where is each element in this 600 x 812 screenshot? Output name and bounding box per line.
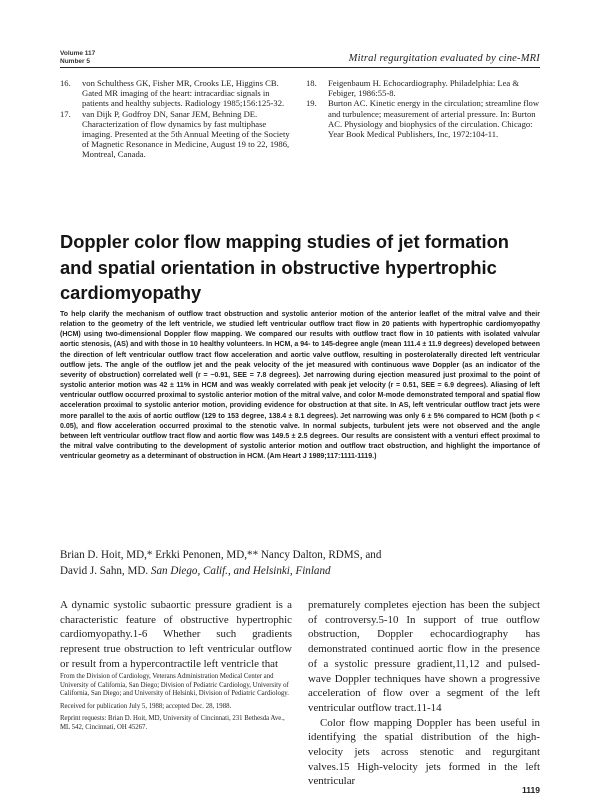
- reference-text: Burton AC. Kinetic energy in the circulation; streamline flow and turbulence; measurement of arterial pressure. In: Burton AC. Physiology and biophysics of the circulation. Chicago: Year Book Medical Publishers, Inc, 1972:104-11.: [328, 98, 540, 140]
- reference-number: 18.: [306, 78, 317, 88]
- article-title: Doppler color flow mapping studies of jet formation and spatial orientation in obstructive hypertrophic cardiomyopathy: [60, 231, 509, 303]
- body-paragraph: Color flow mapping Doppler has been useful in identifying the spatial distribution of the high-velocity jets across stenotic and regurgitant valves.15 High-velocity jets formed in the left ventricular: [308, 716, 540, 788]
- authors-line-2: David J. Sahn, MD.: [60, 564, 149, 577]
- author-block: [60, 548, 540, 579]
- author-location: San Diego, Calif., and Helsinki, Finland: [150, 564, 331, 577]
- abstract: To help clarify the mechanism of outflow tract obstruction and systolic anterior motion of the anterior leaflet of the mitral valve and their relation to the geometry of the left ventricle, we studied left ventricular outflow tract flow in 20 patients with hypertrophic cardiomyopathy (HCM) using two-dimensional Doppler flow mapping. We compared our results with outflow tract flow in 10 patients with isolated valvular aortic stenosis, (AS) and with those in 10 healthy volunteers. In HCM, a 94- to 145-degree angle (mean 111.4 ± 11.9 degrees) developed between the direction of left ventricular outflow tract flow acceleration and aortic valve outflow, resulting in posterolaterally directed left ventricular outflow jets. The angle of the outflow jet and the peak velocity of the jet measured with continuous wave Doppler (as an indicator of the severity of obstruction) correlated well (r = −0.91, SEE = 7.8 degrees). Jet narrowing during ejection measured just proximal to the point of systolic anterior motion was 42 ± 11% in HCM and was weakly correlated with peak jet velocity (r = 0.51, SEE = 6.9 degrees). Aliasing of left ventricular outflow occurred proximal to systolic anterior motion of the mitral valve, and color M-mode demonstrated temporal and spatial flow acceleration proximal to systolic anterior motion, providing evidence for obstruction at that site. In AS, left ventricular outflow tract jets were more parallel to the axis of aortic outflow (129 to 153 degree, 138.4 ± 8.1 degrees). Jet narrowing was only 6 ± 5% compared to HCM (both p < 0.05), and flow acceleration occurred proximal to the stenotic valve. In normal subjects, turbulent jets were not observed and the angle between left ventricular outflow tract flow and aortic flow was 149.5 ± 2.5 degrees. Our results are consistent with a venturi effect proximal to the mitral valve contributing to the development of systolic anterior motion and outflow tract obstruction, and highlight the importance of ventricular geometry as a determinant of obstruction in HCM. (Am Heart J 1989;117:1111-1119.): [60, 311, 540, 461]
- footnote-received: Received for publication July 5, 1988; accepted Dec. 28, 1988.: [60, 702, 232, 710]
- references-right: [306, 78, 540, 139]
- references-left: [60, 78, 292, 160]
- body-column-right: [308, 598, 540, 789]
- page-number: 1119: [522, 785, 540, 795]
- authors-line-1: Brian D. Hoit, MD,* Erkki Penonen, MD,** Nancy Dalton, RDMS, and: [60, 549, 382, 561]
- reference-item: [60, 78, 292, 109]
- issue-number: Number 5: [60, 58, 90, 65]
- volume-label: Volume 117: [60, 50, 96, 57]
- volume-info: [60, 50, 95, 66]
- footnote-reprints: Reprint requests: Brian D. Hoit, MD, University of Cincinnati, 231 Bethesda Ave., ML 542, Cincinnati, OH 45267.: [60, 715, 285, 731]
- body-column-left: [60, 598, 292, 672]
- header-rule: [60, 67, 540, 68]
- reference-number: 19.: [306, 98, 317, 109]
- body-paragraph: prematurely completes ejection has been the subject of controversy.5-10 In support of true outflow obstruction, Doppler echocardiography has demonstrated continued aortic flow in the presence of a systolic pressure gradient,11,12 and pulsed-wave Doppler techniques have shown a progressive acceleration of flow over a segment of the left ventricular outflow tract.11-14: [308, 599, 540, 714]
- reference-number: 16.: [60, 78, 71, 88]
- reference-item: [60, 109, 292, 160]
- reference-item: [306, 98, 540, 139]
- reference-text: Feigenbaum H. Echocardiography. Philadelphia: Lea & Febiger, 1986:55-8.: [328, 78, 520, 99]
- reference-item: [306, 78, 540, 98]
- running-title: Mitral regurgitation evaluated by cine-MRI: [348, 53, 540, 64]
- body-paragraph: A dynamic systolic subaortic pressure gradient is a characteristic feature of obstructive hypertrophic cardiomyopathy.1-6 Whether such gradients represent true obstruction to left ventricular outflow or result from a hypercontractile left ventricle that: [60, 599, 292, 670]
- reference-text: van Dijk P, Godfroy DN, Sanar JEM, Behning DE. Characterization of flow dynamics by fast multiphase imaging. Presented at the 5th Annual Meeting of the Society of Magnetic Resonance in Medicine, August 19 to 22, 1986, Montreal, Canada.: [82, 108, 290, 160]
- footnotes: [60, 673, 292, 733]
- footnote-affiliation: From the Division of Cardiology, Veterans Administration Medical Center and University of California, San Diego; Division of Pediatric Cardiology, University of California, San Diego; and University of Helsinki, Division of Pediatric Cardiology.: [60, 673, 289, 698]
- reference-text: von Schulthess GK, Fisher MR, Crooks LE, Higgins CB. Gated MR imaging of the heart: intracardiac signals in patients and healthy subjects. Radiology 1985;156:125-32.: [82, 78, 285, 109]
- reference-number: 17.: [60, 108, 71, 119]
